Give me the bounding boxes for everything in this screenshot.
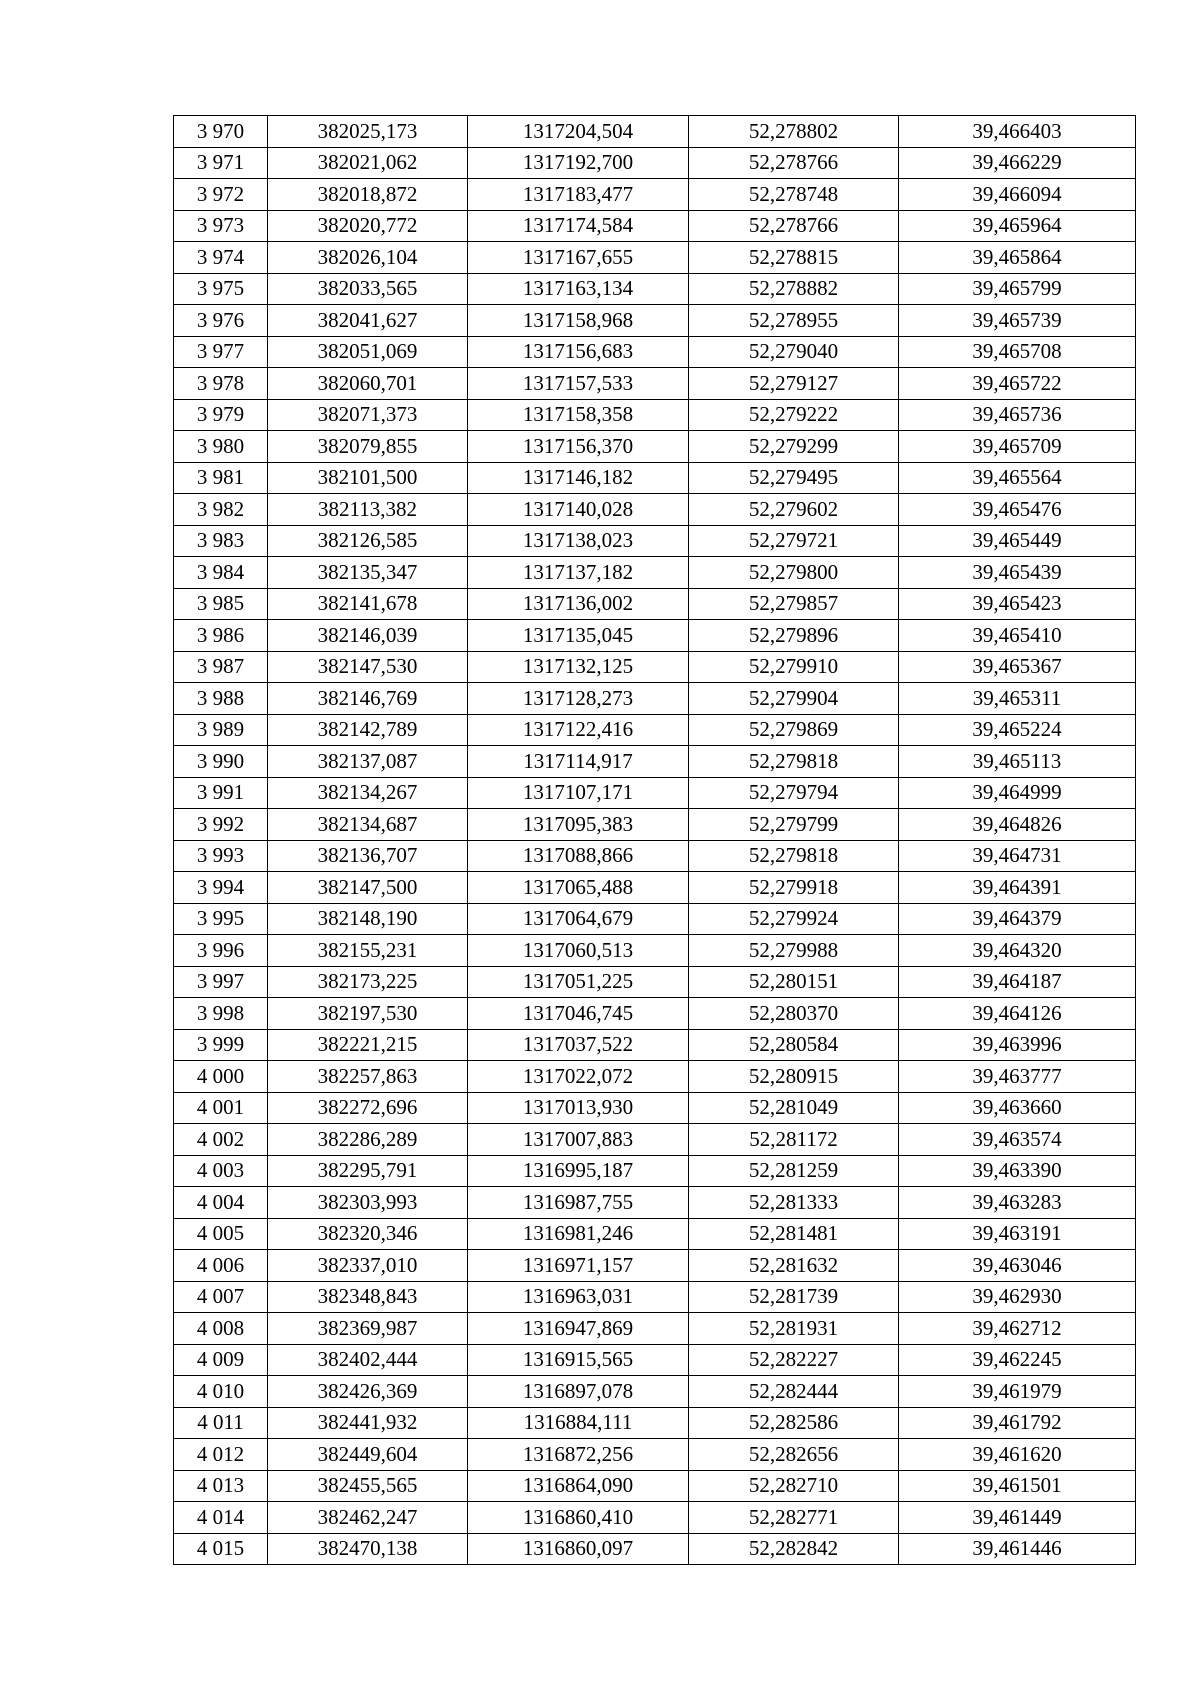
latitude-cell: 52,280151 [689,966,899,998]
point-number-cell: 3 970 [174,116,268,148]
longitude-cell: 39,465709 [899,431,1136,463]
latitude-cell: 52,279794 [689,777,899,809]
x-coordinate-cell: 382455,565 [268,1470,468,1502]
table-row [174,431,1136,463]
point-number-cell: 4 001 [174,1092,268,1124]
table-row [174,683,1136,715]
latitude-cell: 52,278766 [689,210,899,242]
point-number-cell: 3 978 [174,368,268,400]
y-coordinate-cell: 1317051,225 [468,966,689,998]
y-coordinate-cell: 1316872,256 [468,1439,689,1471]
latitude-cell: 52,278766 [689,147,899,179]
table-row [174,368,1136,400]
longitude-cell: 39,461449 [899,1502,1136,1534]
x-coordinate-cell: 382018,872 [268,179,468,211]
longitude-cell: 39,465449 [899,525,1136,557]
table-row [174,935,1136,967]
x-coordinate-cell: 382041,627 [268,305,468,337]
x-coordinate-cell: 382137,087 [268,746,468,778]
x-coordinate-cell: 382033,565 [268,273,468,305]
table-row [174,1250,1136,1282]
point-number-cell: 3 994 [174,872,268,904]
table-row [174,494,1136,526]
table-row [174,1439,1136,1471]
point-number-cell: 4 011 [174,1407,268,1439]
latitude-cell: 52,282710 [689,1470,899,1502]
point-number-cell: 3 976 [174,305,268,337]
x-coordinate-cell: 382449,604 [268,1439,468,1471]
latitude-cell: 52,279896 [689,620,899,652]
longitude-cell: 39,465311 [899,683,1136,715]
point-number-cell: 3 993 [174,840,268,872]
longitude-cell: 39,464999 [899,777,1136,809]
table-row [174,1187,1136,1219]
y-coordinate-cell: 1317037,522 [468,1029,689,1061]
longitude-cell: 39,465564 [899,462,1136,494]
latitude-cell: 52,279040 [689,336,899,368]
table-row [174,651,1136,683]
table-row [174,966,1136,998]
y-coordinate-cell: 1316897,078 [468,1376,689,1408]
x-coordinate-cell: 382155,231 [268,935,468,967]
x-coordinate-cell: 382025,173 [268,116,468,148]
latitude-cell: 52,279924 [689,903,899,935]
x-coordinate-cell: 382402,444 [268,1344,468,1376]
longitude-cell: 39,462712 [899,1313,1136,1345]
y-coordinate-cell: 1316963,031 [468,1281,689,1313]
point-number-cell: 3 997 [174,966,268,998]
latitude-cell: 52,282656 [689,1439,899,1471]
longitude-cell: 39,461979 [899,1376,1136,1408]
y-coordinate-cell: 1316884,111 [468,1407,689,1439]
point-number-cell: 3 971 [174,147,268,179]
x-coordinate-cell: 382369,987 [268,1313,468,1345]
longitude-cell: 39,465964 [899,210,1136,242]
table-row [174,1092,1136,1124]
table-row [174,210,1136,242]
y-coordinate-cell: 1316864,090 [468,1470,689,1502]
latitude-cell: 52,281172 [689,1124,899,1156]
latitude-cell: 52,278815 [689,242,899,274]
longitude-cell: 39,463660 [899,1092,1136,1124]
x-coordinate-cell: 382221,215 [268,1029,468,1061]
point-number-cell: 3 988 [174,683,268,715]
x-coordinate-cell: 382337,010 [268,1250,468,1282]
x-coordinate-cell: 382147,530 [268,651,468,683]
point-number-cell: 3 972 [174,179,268,211]
point-number-cell: 4 012 [174,1439,268,1471]
latitude-cell: 52,281259 [689,1155,899,1187]
latitude-cell: 52,279904 [689,683,899,715]
point-number-cell: 4 009 [174,1344,268,1376]
longitude-cell: 39,463283 [899,1187,1136,1219]
y-coordinate-cell: 1316860,410 [468,1502,689,1534]
table-row [174,1281,1136,1313]
table-row [174,1061,1136,1093]
point-number-cell: 4 008 [174,1313,268,1345]
longitude-cell: 39,464391 [899,872,1136,904]
y-coordinate-cell: 1317138,023 [468,525,689,557]
table-row [174,399,1136,431]
latitude-cell: 52,282444 [689,1376,899,1408]
y-coordinate-cell: 1317088,866 [468,840,689,872]
point-number-cell: 3 983 [174,525,268,557]
x-coordinate-cell: 382303,993 [268,1187,468,1219]
longitude-cell: 39,465736 [899,399,1136,431]
longitude-cell: 39,465439 [899,557,1136,589]
y-coordinate-cell: 1317156,683 [468,336,689,368]
table-row [174,1124,1136,1156]
longitude-cell: 39,464126 [899,998,1136,1030]
y-coordinate-cell: 1317060,513 [468,935,689,967]
latitude-cell: 52,279299 [689,431,899,463]
longitude-cell: 39,463777 [899,1061,1136,1093]
table-row [174,116,1136,148]
table-row [174,305,1136,337]
table-row [174,777,1136,809]
x-coordinate-cell: 382071,373 [268,399,468,431]
point-number-cell: 3 975 [174,273,268,305]
y-coordinate-cell: 1317013,930 [468,1092,689,1124]
x-coordinate-cell: 382126,585 [268,525,468,557]
x-coordinate-cell: 382079,855 [268,431,468,463]
table-row [174,714,1136,746]
latitude-cell: 52,281481 [689,1218,899,1250]
point-number-cell: 3 996 [174,935,268,967]
latitude-cell: 52,280370 [689,998,899,1030]
table-row [174,1344,1136,1376]
x-coordinate-cell: 382021,062 [268,147,468,179]
point-number-cell: 3 992 [174,809,268,841]
y-coordinate-cell: 1317114,917 [468,746,689,778]
x-coordinate-cell: 382348,843 [268,1281,468,1313]
y-coordinate-cell: 1316987,755 [468,1187,689,1219]
longitude-cell: 39,461620 [899,1439,1136,1471]
table-row [174,557,1136,589]
y-coordinate-cell: 1317095,383 [468,809,689,841]
longitude-cell: 39,463996 [899,1029,1136,1061]
latitude-cell: 52,282771 [689,1502,899,1534]
table-row [174,1155,1136,1187]
x-coordinate-cell: 382320,346 [268,1218,468,1250]
x-coordinate-cell: 382051,069 [268,336,468,368]
point-number-cell: 3 984 [174,557,268,589]
table-row [174,525,1136,557]
latitude-cell: 52,279495 [689,462,899,494]
y-coordinate-cell: 1316995,187 [468,1155,689,1187]
table-row [174,179,1136,211]
x-coordinate-cell: 382147,500 [268,872,468,904]
coordinates-table [173,115,1136,1565]
y-coordinate-cell: 1317136,002 [468,588,689,620]
y-coordinate-cell: 1317158,968 [468,305,689,337]
point-number-cell: 3 985 [174,588,268,620]
y-coordinate-cell: 1317135,045 [468,620,689,652]
point-number-cell: 4 006 [174,1250,268,1282]
latitude-cell: 52,278955 [689,305,899,337]
longitude-cell: 39,466094 [899,179,1136,211]
x-coordinate-cell: 382272,696 [268,1092,468,1124]
point-number-cell: 4 005 [174,1218,268,1250]
latitude-cell: 52,278748 [689,179,899,211]
latitude-cell: 52,279818 [689,840,899,872]
latitude-cell: 52,279602 [689,494,899,526]
longitude-cell: 39,462930 [899,1281,1136,1313]
point-number-cell: 4 014 [174,1502,268,1534]
longitude-cell: 39,465799 [899,273,1136,305]
table-row [174,1313,1136,1345]
y-coordinate-cell: 1317156,370 [468,431,689,463]
point-number-cell: 3 977 [174,336,268,368]
x-coordinate-cell: 382148,190 [268,903,468,935]
point-number-cell: 4 013 [174,1470,268,1502]
y-coordinate-cell: 1317163,134 [468,273,689,305]
longitude-cell: 39,466229 [899,147,1136,179]
y-coordinate-cell: 1317122,416 [468,714,689,746]
y-coordinate-cell: 1317192,700 [468,147,689,179]
table-row [174,903,1136,935]
point-number-cell: 3 991 [174,777,268,809]
latitude-cell: 52,279222 [689,399,899,431]
point-number-cell: 3 995 [174,903,268,935]
y-coordinate-cell: 1317174,584 [468,210,689,242]
x-coordinate-cell: 382173,225 [268,966,468,998]
table-row [174,1533,1136,1565]
table-row [174,809,1136,841]
point-number-cell: 3 974 [174,242,268,274]
longitude-cell: 39,464320 [899,935,1136,967]
y-coordinate-cell: 1317204,504 [468,116,689,148]
table-row [174,1029,1136,1061]
longitude-cell: 39,462245 [899,1344,1136,1376]
longitude-cell: 39,465708 [899,336,1136,368]
y-coordinate-cell: 1317157,533 [468,368,689,400]
point-number-cell: 3 990 [174,746,268,778]
table-row [174,1407,1136,1439]
table-row [174,462,1136,494]
x-coordinate-cell: 382142,789 [268,714,468,746]
longitude-cell: 39,461792 [899,1407,1136,1439]
x-coordinate-cell: 382060,701 [268,368,468,400]
x-coordinate-cell: 382257,863 [268,1061,468,1093]
latitude-cell: 52,282227 [689,1344,899,1376]
x-coordinate-cell: 382146,039 [268,620,468,652]
point-number-cell: 4 000 [174,1061,268,1093]
table-row [174,1218,1136,1250]
table-row [174,242,1136,274]
latitude-cell: 52,279721 [689,525,899,557]
latitude-cell: 52,281739 [689,1281,899,1313]
x-coordinate-cell: 382113,382 [268,494,468,526]
latitude-cell: 52,279857 [689,588,899,620]
y-coordinate-cell: 1316860,097 [468,1533,689,1565]
longitude-cell: 39,464731 [899,840,1136,872]
y-coordinate-cell: 1317140,028 [468,494,689,526]
y-coordinate-cell: 1316915,565 [468,1344,689,1376]
longitude-cell: 39,464826 [899,809,1136,841]
longitude-cell: 39,463191 [899,1218,1136,1250]
point-number-cell: 4 004 [174,1187,268,1219]
longitude-cell: 39,465739 [899,305,1136,337]
point-number-cell: 3 973 [174,210,268,242]
point-number-cell: 4 002 [174,1124,268,1156]
latitude-cell: 52,280915 [689,1061,899,1093]
x-coordinate-cell: 382197,530 [268,998,468,1030]
y-coordinate-cell: 1317046,745 [468,998,689,1030]
latitude-cell: 52,280584 [689,1029,899,1061]
latitude-cell: 52,278882 [689,273,899,305]
latitude-cell: 52,282842 [689,1533,899,1565]
table-row [174,840,1136,872]
latitude-cell: 52,279818 [689,746,899,778]
x-coordinate-cell: 382134,267 [268,777,468,809]
longitude-cell: 39,465224 [899,714,1136,746]
longitude-cell: 39,465423 [899,588,1136,620]
longitude-cell: 39,465476 [899,494,1136,526]
latitude-cell: 52,281632 [689,1250,899,1282]
y-coordinate-cell: 1317158,358 [468,399,689,431]
x-coordinate-cell: 382462,247 [268,1502,468,1534]
y-coordinate-cell: 1317183,477 [468,179,689,211]
point-number-cell: 3 986 [174,620,268,652]
point-number-cell: 3 989 [174,714,268,746]
point-number-cell: 3 982 [174,494,268,526]
y-coordinate-cell: 1317137,182 [468,557,689,589]
latitude-cell: 52,279910 [689,651,899,683]
point-number-cell: 3 980 [174,431,268,463]
y-coordinate-cell: 1317064,679 [468,903,689,935]
x-coordinate-cell: 382295,791 [268,1155,468,1187]
point-number-cell: 3 979 [174,399,268,431]
point-number-cell: 4 003 [174,1155,268,1187]
latitude-cell: 52,279918 [689,872,899,904]
longitude-cell: 39,465113 [899,746,1136,778]
x-coordinate-cell: 382286,289 [268,1124,468,1156]
point-number-cell: 3 987 [174,651,268,683]
latitude-cell: 52,279988 [689,935,899,967]
longitude-cell: 39,466403 [899,116,1136,148]
latitude-cell: 52,282586 [689,1407,899,1439]
y-coordinate-cell: 1317146,182 [468,462,689,494]
table-row [174,273,1136,305]
longitude-cell: 39,464187 [899,966,1136,998]
longitude-cell: 39,461501 [899,1470,1136,1502]
y-coordinate-cell: 1316947,869 [468,1313,689,1345]
x-coordinate-cell: 382146,769 [268,683,468,715]
x-coordinate-cell: 382101,500 [268,462,468,494]
table-row [174,746,1136,778]
latitude-cell: 52,281931 [689,1313,899,1345]
latitude-cell: 52,279799 [689,809,899,841]
longitude-cell: 39,465722 [899,368,1136,400]
table-row [174,620,1136,652]
latitude-cell: 52,278802 [689,116,899,148]
y-coordinate-cell: 1316981,246 [468,1218,689,1250]
table-row [174,147,1136,179]
y-coordinate-cell: 1317167,655 [468,242,689,274]
y-coordinate-cell: 1317007,883 [468,1124,689,1156]
point-number-cell: 3 998 [174,998,268,1030]
x-coordinate-cell: 382136,707 [268,840,468,872]
longitude-cell: 39,465410 [899,620,1136,652]
x-coordinate-cell: 382441,932 [268,1407,468,1439]
y-coordinate-cell: 1317128,273 [468,683,689,715]
x-coordinate-cell: 382470,138 [268,1533,468,1565]
point-number-cell: 4 010 [174,1376,268,1408]
longitude-cell: 39,463574 [899,1124,1136,1156]
table-row [174,336,1136,368]
point-number-cell: 3 981 [174,462,268,494]
y-coordinate-cell: 1316971,157 [468,1250,689,1282]
latitude-cell: 52,281049 [689,1092,899,1124]
longitude-cell: 39,465367 [899,651,1136,683]
x-coordinate-cell: 382141,678 [268,588,468,620]
longitude-cell: 39,461446 [899,1533,1136,1565]
y-coordinate-cell: 1317107,171 [468,777,689,809]
y-coordinate-cell: 1317022,072 [468,1061,689,1093]
table-row [174,1502,1136,1534]
table-row [174,1470,1136,1502]
latitude-cell: 52,279127 [689,368,899,400]
longitude-cell: 39,464379 [899,903,1136,935]
x-coordinate-cell: 382426,369 [268,1376,468,1408]
y-coordinate-cell: 1317065,488 [468,872,689,904]
longitude-cell: 39,463390 [899,1155,1136,1187]
point-number-cell: 4 015 [174,1533,268,1565]
longitude-cell: 39,463046 [899,1250,1136,1282]
longitude-cell: 39,465864 [899,242,1136,274]
latitude-cell: 52,279869 [689,714,899,746]
x-coordinate-cell: 382026,104 [268,242,468,274]
point-number-cell: 4 007 [174,1281,268,1313]
latitude-cell: 52,281333 [689,1187,899,1219]
coordinates-table-body [174,116,1136,1565]
x-coordinate-cell: 382135,347 [268,557,468,589]
x-coordinate-cell: 382134,687 [268,809,468,841]
point-number-cell: 3 999 [174,1029,268,1061]
table-row [174,1376,1136,1408]
x-coordinate-cell: 382020,772 [268,210,468,242]
y-coordinate-cell: 1317132,125 [468,651,689,683]
table-row [174,588,1136,620]
table-row [174,872,1136,904]
table-row [174,998,1136,1030]
latitude-cell: 52,279800 [689,557,899,589]
